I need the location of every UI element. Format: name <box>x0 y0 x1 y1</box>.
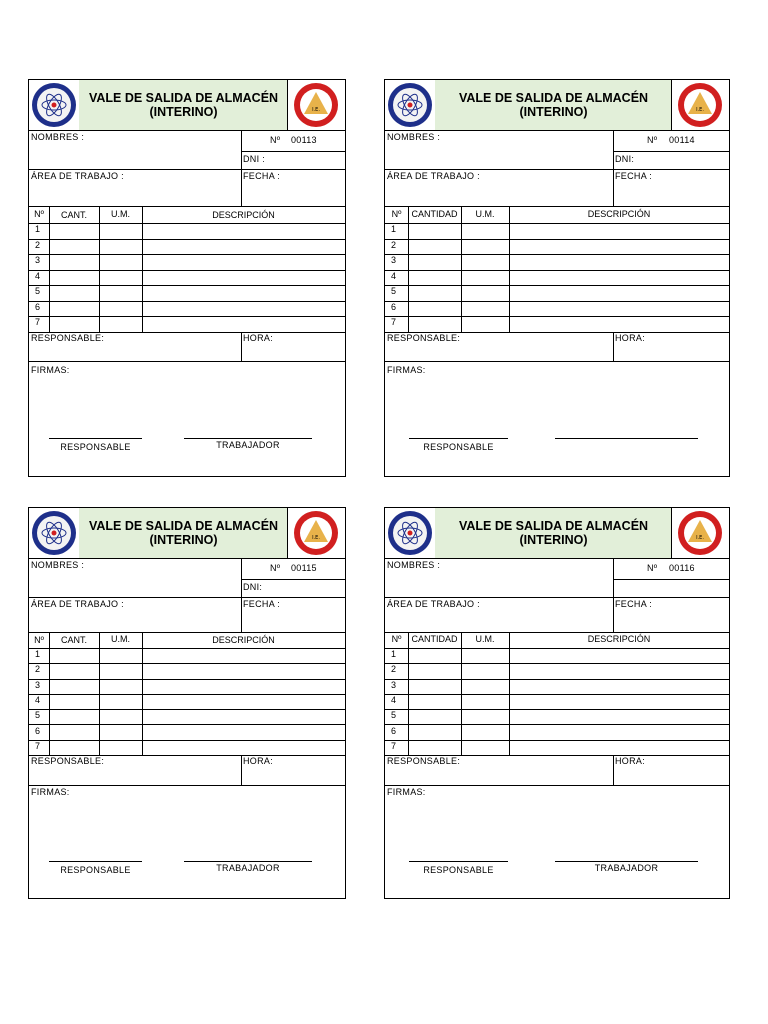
col-um: U.M. <box>111 209 130 219</box>
vale-form-2 <box>384 79 730 477</box>
right-logo-cell <box>287 508 345 558</box>
col-cant: CANTIDAD <box>411 634 458 644</box>
title-line-2: (INTERINO) <box>519 533 588 547</box>
nombres-row <box>385 559 729 598</box>
col-no: Nº <box>391 209 402 219</box>
vale-number: 00115 <box>291 563 317 573</box>
table-row: 5 <box>385 286 729 302</box>
responsable-label: RESPONSABLE: <box>31 333 105 343</box>
vale-header <box>29 508 345 559</box>
vale-title <box>435 80 672 130</box>
triangle-seal-icon <box>288 508 345 558</box>
firmas-label: FIRMAS: <box>31 787 70 797</box>
col-descripcion: DESCRIPCIÓN <box>212 635 275 645</box>
vale-number-label: Nº <box>647 563 658 573</box>
dni-label: DNI : <box>243 154 266 164</box>
responsable-label: RESPONSABLE: <box>387 756 461 766</box>
triangle-seal-icon <box>672 508 729 558</box>
sig-trabajador: TRABAJADOR <box>216 440 280 450</box>
left-logo-cell <box>385 80 436 130</box>
title-line-2: (INTERINO) <box>519 105 588 119</box>
table-row: 4 <box>385 271 729 287</box>
nombres-label: NOMBRES : <box>31 560 85 570</box>
fecha-label: FECHA : <box>615 171 653 181</box>
vale-title <box>79 80 288 130</box>
nombres-label: NOMBRES : <box>387 560 441 570</box>
fecha-label: FECHA : <box>615 599 653 609</box>
sig-responsable: RESPONSABLE <box>60 865 131 875</box>
title-line-1: VALE DE SALIDA DE ALMACÉN <box>458 91 649 105</box>
vale-number-label: Nº <box>647 135 658 145</box>
title-line-1: VALE DE SALIDA DE ALMACÉN <box>458 519 649 533</box>
area-label: ÁREA DE TRABAJO : <box>387 171 480 181</box>
vale-number-label: Nº <box>270 135 281 145</box>
table-row: 2 <box>385 240 729 256</box>
responsable-row <box>385 755 729 786</box>
items-table-header <box>29 633 345 649</box>
vale-number: 00113 <box>291 135 317 145</box>
svg-text:I.E.: I.E. <box>696 535 704 541</box>
col-cant: CANT. <box>60 635 87 645</box>
hora-label: HORA: <box>615 333 646 343</box>
sig-responsable: RESPONSABLE <box>423 442 494 452</box>
fecha-label: FECHA : <box>243 171 281 181</box>
right-logo-cell <box>287 80 345 130</box>
table-row: 7 <box>385 317 729 333</box>
col-descripcion: DESCRIPCIÓN <box>587 209 651 219</box>
table-row: 6 <box>29 302 345 318</box>
col-descripcion: DESCRIPCIÓN <box>587 634 651 644</box>
triangle-seal-icon <box>288 80 345 130</box>
hora-label: HORA: <box>243 756 274 766</box>
col-descripcion: DESCRIPCIÓN <box>212 210 275 220</box>
table-row: 6 <box>385 726 729 741</box>
table-row: 3 <box>385 255 729 271</box>
responsable-row <box>29 755 345 786</box>
title-line-1: VALE DE SALIDA DE ALMACÉN <box>88 519 279 533</box>
vale-header <box>385 508 729 559</box>
vale-header <box>29 80 345 131</box>
table-row: 4 <box>29 271 345 287</box>
table-row: 3 <box>29 680 345 695</box>
table-row: 6 <box>385 302 729 318</box>
table-row: 7 <box>29 317 345 333</box>
sig-responsable: RESPONSABLE <box>60 442 131 452</box>
responsable-label: RESPONSABLE: <box>387 333 461 343</box>
atom-seal-icon <box>385 508 435 558</box>
vale-form-1 <box>28 79 346 477</box>
items-table-header <box>385 633 729 649</box>
table-row: 3 <box>385 680 729 695</box>
title-line-2: (INTERINO) <box>149 533 218 547</box>
table-row: 4 <box>385 695 729 710</box>
dni-label: DNI: <box>243 582 263 592</box>
responsable-row <box>385 332 729 362</box>
table-row: 2 <box>385 664 729 679</box>
nombres-row <box>29 559 345 598</box>
vale-header <box>385 80 729 131</box>
table-row: 5 <box>29 286 345 302</box>
col-um: U.M. <box>475 209 495 219</box>
svg-text:I.E.: I.E. <box>312 535 320 541</box>
atom-seal-icon <box>29 80 79 130</box>
title-line-1: VALE DE SALIDA DE ALMACÉN <box>88 91 279 105</box>
right-logo-cell <box>671 508 729 558</box>
vale-title <box>79 508 288 558</box>
table-row: 2 <box>29 240 345 256</box>
area-row <box>29 170 345 207</box>
area-row <box>29 598 345 633</box>
svg-text:I.E.: I.E. <box>696 107 704 113</box>
area-label: ÁREA DE TRABAJO : <box>387 599 480 609</box>
col-cant: CANTIDAD <box>411 209 458 219</box>
vale-form-3 <box>28 507 346 899</box>
nombres-row <box>385 131 729 170</box>
table-row: 5 <box>385 710 729 725</box>
table-row: 2 <box>29 664 345 679</box>
col-no: Nº <box>391 634 402 644</box>
vale-number-label: Nº <box>270 563 281 573</box>
left-logo-cell <box>29 80 80 130</box>
atom-seal-icon <box>29 508 79 558</box>
area-row <box>385 170 729 207</box>
items-table-header <box>385 207 729 224</box>
table-row: 1 <box>29 224 345 240</box>
col-cant: CANT. <box>60 210 87 220</box>
col-um: U.M. <box>475 634 495 644</box>
hora-label: HORA: <box>615 756 646 766</box>
responsable-row <box>29 332 345 362</box>
area-label: ÁREA DE TRABAJO : <box>31 599 124 609</box>
vale-number: 00114 <box>669 135 695 145</box>
area-row <box>385 598 729 633</box>
fecha-label: FECHA : <box>243 599 281 609</box>
firmas-label: FIRMAS: <box>387 365 426 375</box>
responsable-label: RESPONSABLE: <box>31 756 105 766</box>
right-logo-cell <box>671 80 729 130</box>
table-row: 5 <box>29 710 345 725</box>
sig-trabajador: TRABAJADOR <box>594 863 659 873</box>
hora-label: HORA: <box>243 333 274 343</box>
col-no: Nº <box>34 209 44 219</box>
firmas-label: FIRMAS: <box>31 365 70 375</box>
table-row: 6 <box>29 726 345 741</box>
table-row: 4 <box>29 695 345 710</box>
vale-title <box>435 508 672 558</box>
col-no: Nº <box>34 635 44 645</box>
triangle-seal-icon <box>672 80 729 130</box>
table-row: 1 <box>385 649 729 664</box>
left-logo-cell <box>385 508 436 558</box>
title-line-2: (INTERINO) <box>149 105 218 119</box>
table-row: 1 <box>29 649 345 664</box>
nombres-label: NOMBRES : <box>31 132 85 142</box>
table-row: 3 <box>29 255 345 271</box>
sig-trabajador: TRABAJADOR <box>216 863 280 873</box>
nombres-row <box>29 131 345 170</box>
table-row: 7 <box>29 741 345 756</box>
vale-number: 00116 <box>669 563 695 573</box>
atom-seal-icon <box>385 80 435 130</box>
svg-text:I.E.: I.E. <box>312 107 320 113</box>
sig-responsable: RESPONSABLE <box>423 865 494 875</box>
items-table-header <box>29 207 345 224</box>
table-row: 7 <box>385 741 729 756</box>
table-row: 1 <box>385 224 729 240</box>
nombres-label: NOMBRES : <box>387 132 441 142</box>
area-label: ÁREA DE TRABAJO : <box>31 171 124 181</box>
vale-form-4 <box>384 507 730 899</box>
firmas-label: FIRMAS: <box>387 787 426 797</box>
dni-label: DNI: <box>615 154 635 164</box>
col-um: U.M. <box>111 634 130 644</box>
left-logo-cell <box>29 508 80 558</box>
